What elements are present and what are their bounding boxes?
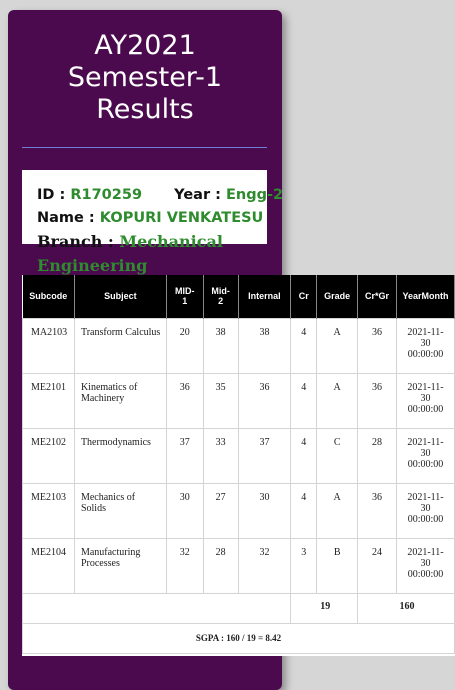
cell-cr: 4 [291, 483, 317, 538]
col-header-subject: Subject [74, 275, 166, 318]
cell-cr: 4 [291, 428, 317, 483]
total-crgr: 160 [358, 593, 455, 623]
col-header-internal: Internal [238, 275, 291, 318]
title-divider [22, 147, 267, 148]
col-header-cr: Cr [291, 275, 317, 318]
cell-mid2: 27 [203, 483, 238, 538]
cell-grade: A [317, 483, 358, 538]
header-text: MID- [174, 286, 195, 297]
results-table-container [22, 275, 455, 656]
yearmonth-part: 00:00:00 [407, 568, 444, 580]
cell-yearmonth [397, 373, 455, 428]
branch-value: Mechanical [119, 232, 223, 251]
cell-subcode: ME2103 [23, 483, 75, 538]
title-line: Semester-1 [67, 62, 223, 93]
header-text: Mid- [211, 286, 230, 297]
yearmonth-part: 30 [420, 502, 431, 514]
cell-mid2: 38 [203, 318, 238, 373]
yearmonth-part: 2021-11- [407, 381, 444, 393]
id-year-row [37, 187, 283, 203]
sgpa-value: SGPA : 160 / 19 = 8.42 [23, 623, 455, 653]
cell-cr: 3 [291, 538, 317, 593]
cell-cr: 4 [291, 373, 317, 428]
year-label: Year : [174, 187, 221, 203]
cell-mid1: 36 [166, 373, 203, 428]
yearmonth-part: 00:00:00 [407, 403, 444, 415]
yearmonth-part: 30 [420, 337, 431, 349]
cell-crgr: 36 [358, 318, 397, 373]
year-value: Engg-2 [226, 187, 284, 203]
cell-yearmonth [397, 538, 455, 593]
cell-mid1: 37 [166, 428, 203, 483]
yearmonth-part: 30 [420, 557, 431, 569]
cell-crgr: 36 [358, 373, 397, 428]
cell-subcode: ME2104 [23, 538, 75, 593]
yearmonth-part: 2021-11- [407, 546, 444, 558]
id-value: R170259 [70, 187, 143, 203]
col-header-mid1 [166, 275, 203, 318]
cell-subject: Mechanics of Solids [74, 483, 166, 538]
cell-mid1: 20 [166, 318, 203, 373]
title-line: AY2021 [94, 30, 196, 61]
cell-grade: A [317, 318, 358, 373]
yearmonth-part: 00:00:00 [407, 458, 444, 470]
cell-grade: B [317, 538, 358, 593]
cell-yearmonth [397, 428, 455, 483]
cell-subcode: ME2101 [23, 373, 75, 428]
name-value: KOPURI VENKATESU [99, 210, 264, 226]
col-header-yearmonth: YearMonth [397, 275, 455, 318]
sgpa-row [23, 623, 455, 653]
yearmonth-part: 00:00:00 [407, 513, 444, 525]
cell-subcode: MA2103 [23, 318, 75, 373]
col-header-mid2 [203, 275, 238, 318]
table-header-row [23, 275, 455, 318]
branch-row [37, 230, 223, 278]
cell-grade: A [317, 373, 358, 428]
table-row [23, 318, 455, 373]
cell-subject: Manufacturing Processes [74, 538, 166, 593]
title-line: Results [96, 94, 194, 125]
cell-yearmonth [397, 483, 455, 538]
col-header-crgr: Cr*Gr [358, 275, 397, 318]
yearmonth-part: 30 [420, 392, 431, 404]
table-row [23, 483, 455, 538]
results-table [22, 275, 455, 654]
totals-row [23, 593, 455, 623]
cell-subject: Thermodynamics [74, 428, 166, 483]
cell-internal: 36 [238, 373, 291, 428]
cell-subcode: ME2102 [23, 428, 75, 483]
yearmonth-part: 2021-11- [407, 436, 444, 448]
yearmonth-part: 2021-11- [407, 491, 444, 503]
cell-crgr: 24 [358, 538, 397, 593]
cell-mid1: 32 [166, 538, 203, 593]
cell-internal: 37 [238, 428, 291, 483]
yearmonth-part: 30 [420, 447, 431, 459]
total-credits: 19 [291, 593, 358, 623]
id-label: ID : [37, 187, 66, 203]
cell-mid1: 30 [166, 483, 203, 538]
col-header-subcode: Subcode [23, 275, 75, 318]
cell-grade: C [317, 428, 358, 483]
yearmonth-part: 2021-11- [407, 326, 444, 338]
cell-crgr: 36 [358, 483, 397, 538]
cell-mid2: 28 [203, 538, 238, 593]
name-row [37, 210, 263, 226]
branch-value-cont: Engineering [37, 256, 148, 275]
cell-crgr: 28 [358, 428, 397, 483]
col-header-grade: Grade [317, 275, 358, 318]
cell-subject: Transform Calculus [74, 318, 166, 373]
cell-mid2: 35 [203, 373, 238, 428]
cell-internal: 30 [238, 483, 291, 538]
cell-yearmonth [397, 318, 455, 373]
cell-mid2: 33 [203, 428, 238, 483]
header-text: 1 [182, 296, 188, 307]
table-row [23, 428, 455, 483]
yearmonth-part: 00:00:00 [407, 348, 444, 360]
name-label: Name : [37, 210, 95, 226]
page-title [8, 30, 282, 126]
branch-label: Branch : [37, 232, 114, 251]
cell-subject: Kinematics of Machinery [74, 373, 166, 428]
cell-internal: 32 [238, 538, 291, 593]
totals-spacer [23, 593, 291, 623]
cell-internal: 38 [238, 318, 291, 373]
header-text: 2 [218, 296, 224, 307]
table-row [23, 373, 455, 428]
cell-cr: 4 [291, 318, 317, 373]
table-row [23, 538, 455, 593]
